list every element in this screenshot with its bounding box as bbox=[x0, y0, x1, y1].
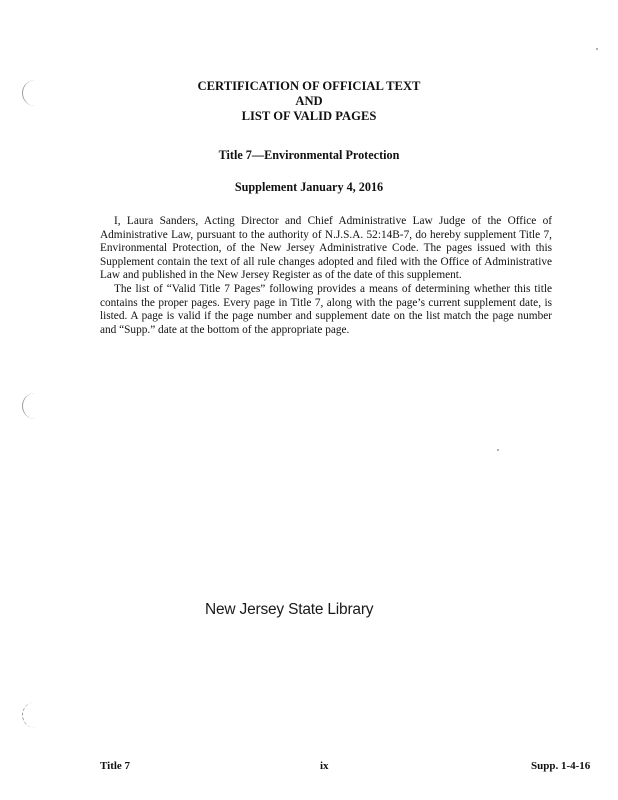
valid-pages-heading: LIST OF VALID PAGES bbox=[241, 109, 377, 123]
punch-hole-middle bbox=[22, 393, 45, 419]
library-stamp: New Jersey State Library bbox=[205, 601, 374, 618]
and-heading: AND bbox=[295, 94, 323, 108]
certification-heading: CERTIFICATION OF OFFICIAL TEXT bbox=[197, 79, 421, 93]
punch-hole-bottom bbox=[22, 702, 45, 728]
footer-supplement: Supp. 1-4-16 bbox=[531, 760, 591, 772]
scan-speck bbox=[497, 449, 499, 451]
footer-page-number: ix bbox=[320, 760, 329, 772]
title-heading: Title 7—Environmental Protection bbox=[218, 148, 400, 162]
certification-paragraph: I, Laura Sanders, Acting Director and Chief Administrative Law Judge of the Office of Administrative Law, pursuant to the authority of N.J.S.A. 52:14B-7, do hereby supplement Title 7, Environmental Protection, of the New Jersey Administrative Code. The pages issued with this Supplement contain the text of all rule changes adopted and filed with the Office of Administrative Law and published in the New Jersey Register as of the date of this supplement. bbox=[100, 215, 552, 282]
valid-pages-paragraph: The list of “Valid Title 7 Pages” following provides a means of determining whether this title contains the proper pages. Every page in Title 7, along with the page’s current supplement date, is listed. A page is valid if the page number and supplement date on the list match the page number and “Supp.” date at the bottom of the appropriate page. bbox=[100, 283, 552, 336]
footer-title: Title 7 bbox=[100, 760, 131, 772]
supplement-date-heading: Supplement January 4, 2016 bbox=[234, 180, 384, 194]
scan-speck bbox=[596, 48, 598, 50]
